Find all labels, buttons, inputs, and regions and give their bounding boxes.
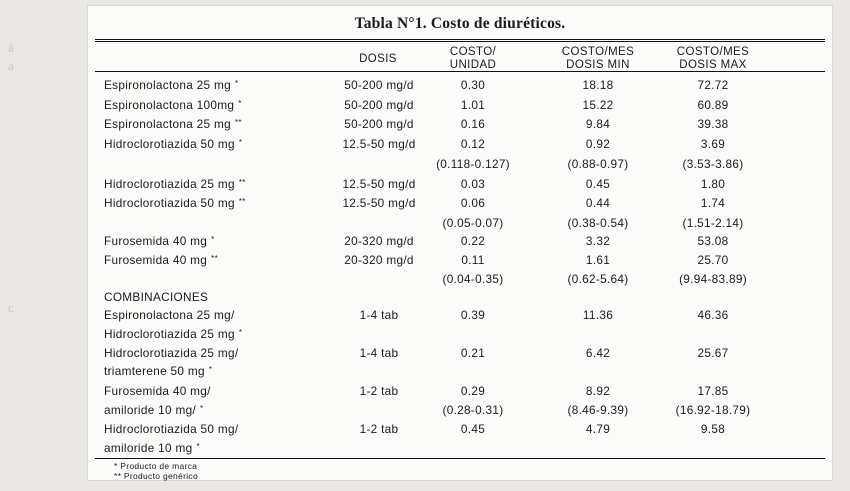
unidad-value: 0.45: [460, 422, 486, 436]
min-value: 3.32: [585, 234, 611, 248]
max-value: 3.69: [700, 137, 726, 151]
min-value: 8.92: [585, 384, 611, 398]
min-value: 6.42: [585, 346, 611, 360]
unidad-value: 0.12: [460, 137, 486, 151]
min-value: (8.46-9.39): [567, 403, 629, 417]
max-value: 53.08: [697, 234, 729, 248]
max-value: (1.51-2.14): [682, 216, 744, 230]
drug-name: Hidroclorotiazida 25 mg/: [104, 346, 239, 360]
header-dosis: DOSIS: [359, 53, 397, 65]
dosis-value: 12.5-50 mg/d: [342, 137, 416, 151]
header-rule: [95, 71, 825, 72]
unidad-value: 0.16: [460, 117, 486, 131]
header-costo-unidad: COSTO/ UNIDAD: [449, 46, 497, 71]
product-mark: **: [211, 254, 218, 263]
product-mark: *: [200, 404, 204, 413]
top-rule-double: [95, 41, 825, 42]
cost-table: [88, 6, 832, 480]
drug-name: Furosemida 40 mg/: [104, 384, 211, 398]
product-mark: *: [238, 99, 242, 108]
top-rule: [95, 39, 825, 40]
dosis-value: 1-4 tab: [359, 308, 399, 322]
max-value: 60.89: [697, 98, 729, 112]
product-mark: *: [238, 328, 243, 337]
section-heading: COMBINACIONES: [104, 290, 209, 304]
unidad-value: 0.29: [460, 384, 486, 398]
unidad-value: 0.06: [460, 196, 486, 210]
drug-name: amiloride 10 mg *: [104, 441, 200, 455]
dosis-value: 1-2 tab: [359, 384, 399, 398]
drug-name: Espironolactona 25 mg *: [104, 78, 239, 92]
dosis-value: 50-200 mg/d: [344, 117, 414, 131]
footnote-generico: ** Producto genérico: [114, 471, 198, 481]
drug-name: Hidroclorotiazida 50 mg/: [104, 422, 239, 436]
bottom-rule: [95, 458, 825, 459]
min-value: 9.84: [585, 117, 611, 131]
min-value: 0.44: [585, 196, 611, 210]
unidad-value: 0.39: [460, 308, 486, 322]
dosis-value: 1-4 tab: [359, 346, 399, 360]
dosis-value: 1-2 tab: [359, 422, 399, 436]
min-value: 0.45: [585, 177, 611, 191]
drug-name: triamterene 50 mg *: [104, 364, 213, 378]
unidad-value: 0.11: [461, 253, 485, 267]
unidad-value: 0.21: [460, 346, 486, 360]
unidad-value: (0.118-0.127): [436, 157, 510, 171]
product-mark: *: [208, 365, 213, 374]
max-value: 1.80: [700, 177, 726, 191]
min-value: 1.61: [585, 253, 611, 267]
max-value: 25.70: [697, 253, 729, 267]
unidad-value: (0.04-0.35): [442, 272, 504, 286]
min-value: 4.79: [585, 422, 611, 436]
scanned-page: á a c Tabla N°1. Costo de diuréticos. DOSIS COSTO/ UNIDAD COSTO/MES DOSIS MIN COSTO/MES DOSIS MAX Espironolactona 25 mg * 50-200 mg/d 0.30 18.18 72.72 Espironolactona 100mg * 50-200 mg/d 1.01 15.22 60.89 Espironolactona 25 mg ** 50-200 mg/d 0.16 9.84 39.38 Hidroclorotiazida 50 mg * 12.5-50 mg/d 0.12 0.92 3.69 (0.118-0.127) (0.88-0.97) (3.53-3.86) Hidroclorotiazida 25 mg ** 12.5-50 mg/d 0.03 0.45 1.80 Hidroclorotiazida 50 mg ** 12.5-50 mg/d 0.06 0.44 1.74 (0.05-0.07) (0.38-0.54) (1.51-2.14) Furosemida 40 mg * 20-320 mg/d 0.22 3.32 53.08 Furosemida 40 mg ** 20-320 mg/d 0.11 1.61 25.70 (0.04-0.35) (0.62-5.64) (9.94-83.89) COMBINACIONES Espironolactona 25 mg/ 1-4 tab 0.39 11.36 46.36 Hidroclorotiazida 25 mg * Hidroclorotiazida 25 mg/ 1-4 tab 0.21 6.42 25.67 triamterene 50 mg * Furosemida 40 mg/ 1-2 tab 0.29 8.92 17.85 amiloride 10 mg/ * (0.28-0.31) (8.46-9.39) (16.92-18.79) Hidroclorotiazida 50 mg/ 1-2 tab 0.45 4.79 9.58 amiloride 10 mg * * Producto de marca ** Producto genérico: [0, 0, 850, 491]
footnote-marca: * Producto de marca: [114, 461, 198, 471]
drug-name: Espironolactona 100mg *: [104, 98, 242, 112]
table-title: Tabla N°1. Costo de diuréticos.: [354, 15, 566, 32]
dosis-value: 12.5-50 mg/d: [342, 196, 416, 210]
dosis-value: 20-320 mg/d: [344, 253, 414, 267]
unidad-value: (0.28-0.31): [442, 403, 504, 417]
min-value: 11.36: [582, 308, 614, 322]
product-mark: **: [238, 197, 246, 206]
dosis-value: 50-200 mg/d: [344, 78, 414, 92]
unidad-value: (0.05-0.07): [442, 216, 504, 230]
max-value: 9.58: [700, 422, 726, 436]
drug-name: Hidroclorotiazida 25 mg *: [104, 327, 243, 341]
product-mark: *: [196, 442, 200, 451]
drug-name: Furosemida 40 mg **: [104, 253, 218, 267]
max-value: 17.85: [697, 384, 729, 398]
max-value: (16.92-18.79): [675, 403, 751, 417]
product-mark: **: [238, 178, 246, 187]
min-value: 0.92: [585, 137, 611, 151]
drug-name: Hidroclorotiazida 50 mg *: [104, 137, 243, 151]
drug-name: Furosemida 40 mg *: [104, 234, 215, 248]
max-value: (9.94-83.89): [679, 272, 747, 286]
drug-name: Hidroclorotiazida 25 mg **: [104, 177, 246, 191]
unidad-value: 0.03: [460, 177, 486, 191]
min-value: (0.38-0.54): [567, 216, 629, 230]
product-mark: *: [211, 235, 215, 244]
min-value: (0.88-0.97): [567, 157, 629, 171]
dosis-value: 12.5-50 mg/d: [342, 177, 416, 191]
dosis-value: 50-200 mg/d: [344, 98, 414, 112]
drug-name: Espironolactona 25 mg/: [104, 308, 235, 322]
product-mark: *: [234, 79, 239, 88]
max-value: 25.67: [697, 346, 729, 360]
max-value: (3.53-3.86): [682, 157, 744, 171]
drug-name: Hidroclorotiazida 50 mg **: [104, 196, 246, 210]
product-mark: *: [238, 138, 243, 147]
unidad-value: 0.22: [460, 234, 486, 248]
max-value: 46.36: [697, 308, 729, 322]
min-value: 15.22: [582, 98, 614, 112]
drug-name: amiloride 10 mg/ *: [104, 403, 204, 417]
max-value: 72.72: [697, 78, 729, 92]
product-mark: **: [234, 118, 242, 127]
min-value: 18.18: [582, 78, 614, 92]
header-costo-max: COSTO/MES DOSIS MAX: [676, 46, 750, 71]
max-value: 39.38: [697, 117, 729, 131]
max-value: 1.74: [700, 196, 726, 210]
min-value: (0.62-5.64): [567, 272, 629, 286]
unidad-value: 1.01: [460, 98, 486, 112]
drug-name: Espironolactona 25 mg **: [104, 117, 242, 131]
dosis-value: 20-320 mg/d: [344, 234, 414, 248]
unidad-value: 0.30: [460, 78, 486, 92]
header-costo-min: COSTO/MES DOSIS MIN: [561, 46, 635, 71]
